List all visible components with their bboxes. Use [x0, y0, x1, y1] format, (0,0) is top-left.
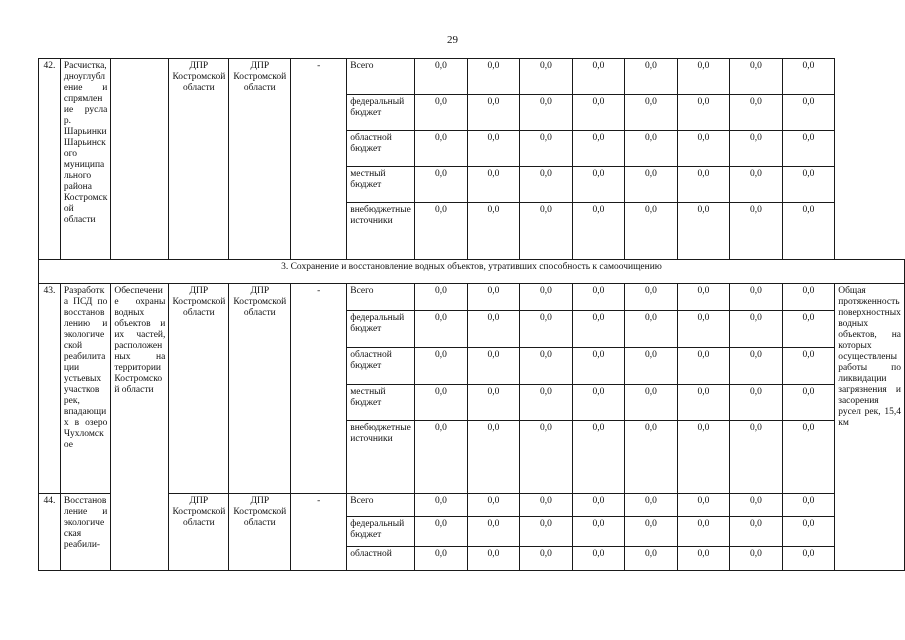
funding-source: федеральный бюджет [347, 517, 415, 547]
funding-value: 0,0 [572, 59, 625, 95]
funding-value: 0,0 [782, 203, 835, 260]
funding-value: 0,0 [782, 494, 835, 517]
dash-cell: - [291, 284, 347, 494]
participant-cell: ДПР Костромской области [229, 494, 291, 571]
funding-value: 0,0 [625, 131, 678, 167]
funding-value: 0,0 [625, 284, 678, 311]
funding-value: 0,0 [572, 311, 625, 348]
funding-value: 0,0 [782, 385, 835, 421]
funding-value: 0,0 [730, 167, 783, 203]
funding-value: 0,0 [730, 284, 783, 311]
executor-cell: ДПР Костромской области [169, 494, 229, 571]
funding-source: федеральный бюджет [347, 311, 415, 348]
dash-cell: - [291, 494, 347, 571]
funding-value: 0,0 [467, 59, 520, 95]
funding-value: 0,0 [625, 421, 678, 494]
funding-value: 0,0 [415, 131, 468, 167]
funding-value: 0,0 [677, 167, 730, 203]
funding-value: 0,0 [730, 311, 783, 348]
funding-source: федеральный бюджет [347, 95, 415, 131]
funding-value: 0,0 [520, 311, 573, 348]
funding-value: 0,0 [677, 203, 730, 260]
funding-value: 0,0 [625, 517, 678, 547]
result-indicator: Общая протяженность поверхностных водных объектов, на которых осуществлены работы по ликвидации загрязнения и засорения русел рек, 15,4 км [835, 284, 905, 571]
funding-value: 0,0 [677, 131, 730, 167]
funding-value: 0,0 [467, 348, 520, 385]
executor-cell: ДПР Костромской области [169, 284, 229, 494]
funding-value: 0,0 [625, 311, 678, 348]
funding-value: 0,0 [730, 348, 783, 385]
funding-value: 0,0 [625, 167, 678, 203]
funding-value: 0,0 [415, 517, 468, 547]
funding-value: 0,0 [677, 311, 730, 348]
funding-value: 0,0 [625, 494, 678, 517]
funding-source: внебюджетные источники [347, 203, 415, 260]
funding-source: местный бюджет [347, 385, 415, 421]
funding-value: 0,0 [572, 203, 625, 260]
funding-value: 0,0 [782, 59, 835, 95]
section-heading-row [39, 260, 905, 284]
funding-value: 0,0 [415, 95, 468, 131]
funding-value: 0,0 [625, 95, 678, 131]
funding-value: 0,0 [467, 494, 520, 517]
funding-row [39, 284, 905, 311]
funding-value: 0,0 [467, 547, 520, 571]
funding-value: 0,0 [677, 494, 730, 517]
funding-value: 0,0 [520, 167, 573, 203]
funding-value: 0,0 [572, 348, 625, 385]
funding-source: внебюджетные источники [347, 421, 415, 494]
funding-value: 0,0 [625, 348, 678, 385]
funding-value: 0,0 [730, 547, 783, 571]
funding-value: 0,0 [520, 203, 573, 260]
funding-value: 0,0 [782, 547, 835, 571]
empty-tail [835, 95, 905, 131]
empty-tail [835, 59, 905, 95]
funding-value: 0,0 [572, 494, 625, 517]
funding-value: 0,0 [782, 284, 835, 311]
funding-value: 0,0 [677, 385, 730, 421]
activity-name: Расчистка, дноуглубление и спрямление русла р. Шарьинки Шарьинского муниципального района Костромской области [60, 59, 110, 260]
funding-source: Всего [347, 284, 415, 311]
funding-value: 0,0 [730, 59, 783, 95]
funding-value: 0,0 [572, 95, 625, 131]
activity-number: 42. [39, 59, 61, 260]
funding-value: 0,0 [782, 517, 835, 547]
funding-value: 0,0 [730, 517, 783, 547]
empty-tail [835, 167, 905, 203]
funding-value: 0,0 [520, 131, 573, 167]
funding-value: 0,0 [730, 421, 783, 494]
participant-cell: ДПР Костромской области [229, 59, 291, 260]
funding-value: 0,0 [625, 203, 678, 260]
funding-value: 0,0 [677, 59, 730, 95]
funding-value: 0,0 [520, 95, 573, 131]
funding-source: областной бюджет [347, 348, 415, 385]
funding-value: 0,0 [415, 59, 468, 95]
funding-value: 0,0 [730, 95, 783, 131]
funding-value: 0,0 [625, 385, 678, 421]
funding-value: 0,0 [677, 547, 730, 571]
funding-value: 0,0 [467, 284, 520, 311]
funding-value: 0,0 [677, 348, 730, 385]
funding-value: 0,0 [572, 421, 625, 494]
funding-value: 0,0 [572, 284, 625, 311]
funding-value: 0,0 [520, 421, 573, 494]
activity-number: 43. [39, 284, 61, 494]
funding-value: 0,0 [782, 95, 835, 131]
funding-value: 0,0 [467, 95, 520, 131]
funding-value: 0,0 [782, 311, 835, 348]
empty-tail [835, 203, 905, 260]
funding-value: 0,0 [520, 494, 573, 517]
program-activities-table [38, 58, 905, 571]
funding-value: 0,0 [467, 131, 520, 167]
funding-value: 0,0 [415, 385, 468, 421]
activity-number: 44. [39, 494, 61, 571]
funding-value: 0,0 [572, 517, 625, 547]
funding-source: Всего [347, 494, 415, 517]
funding-value: 0,0 [782, 421, 835, 494]
funding-value: 0,0 [520, 517, 573, 547]
activity-purpose: Обеспечение охраны водных объектов и их частей, расположенных на территории Костромской области [111, 284, 169, 571]
funding-value: 0,0 [782, 348, 835, 385]
section-heading: 3. Сохранение и восстановление водных объектов, утративших способность к самоочищению [39, 260, 905, 284]
funding-value: 0,0 [467, 311, 520, 348]
funding-value: 0,0 [467, 385, 520, 421]
funding-value: 0,0 [677, 95, 730, 131]
funding-value: 0,0 [467, 203, 520, 260]
funding-value: 0,0 [677, 284, 730, 311]
funding-value: 0,0 [782, 167, 835, 203]
empty-tail [835, 131, 905, 167]
funding-value: 0,0 [572, 547, 625, 571]
funding-value: 0,0 [572, 167, 625, 203]
funding-value: 0,0 [467, 421, 520, 494]
funding-value: 0,0 [415, 494, 468, 517]
funding-value: 0,0 [677, 517, 730, 547]
funding-value: 0,0 [625, 547, 678, 571]
funding-value: 0,0 [677, 421, 730, 494]
funding-value: 0,0 [467, 167, 520, 203]
funding-value: 0,0 [415, 348, 468, 385]
funding-value: 0,0 [415, 547, 468, 571]
funding-value: 0,0 [415, 284, 468, 311]
funding-value: 0,0 [415, 311, 468, 348]
funding-value: 0,0 [520, 348, 573, 385]
funding-value: 0,0 [520, 385, 573, 421]
funding-value: 0,0 [520, 284, 573, 311]
funding-value: 0,0 [625, 59, 678, 95]
activity-purpose [111, 59, 169, 260]
funding-source: областной бюджет [347, 131, 415, 167]
funding-value: 0,0 [415, 167, 468, 203]
funding-row [39, 494, 905, 517]
activity-name: Восстановление и экологическая реабили- [60, 494, 110, 571]
funding-value: 0,0 [572, 385, 625, 421]
funding-value: 0,0 [730, 131, 783, 167]
funding-value: 0,0 [415, 421, 468, 494]
executor-cell: ДПР Костромской области [169, 59, 229, 260]
funding-value: 0,0 [572, 131, 625, 167]
funding-value: 0,0 [520, 59, 573, 95]
funding-source: Всего [347, 59, 415, 95]
funding-row [39, 59, 905, 95]
participant-cell: ДПР Костромской области [229, 284, 291, 494]
dash-cell: - [291, 59, 347, 260]
funding-value: 0,0 [467, 517, 520, 547]
funding-value: 0,0 [782, 131, 835, 167]
funding-source: местный бюджет [347, 167, 415, 203]
page-number: 29 [447, 34, 458, 46]
funding-source: областной [347, 547, 415, 571]
funding-value: 0,0 [730, 385, 783, 421]
funding-value: 0,0 [730, 203, 783, 260]
activity-name: Разработка ПСД по восстановлению и экологической реабилитации устьевых участков рек, впадающих в озеро Чухломское [60, 284, 110, 494]
funding-value: 0,0 [730, 494, 783, 517]
funding-value: 0,0 [415, 203, 468, 260]
funding-value: 0,0 [520, 547, 573, 571]
